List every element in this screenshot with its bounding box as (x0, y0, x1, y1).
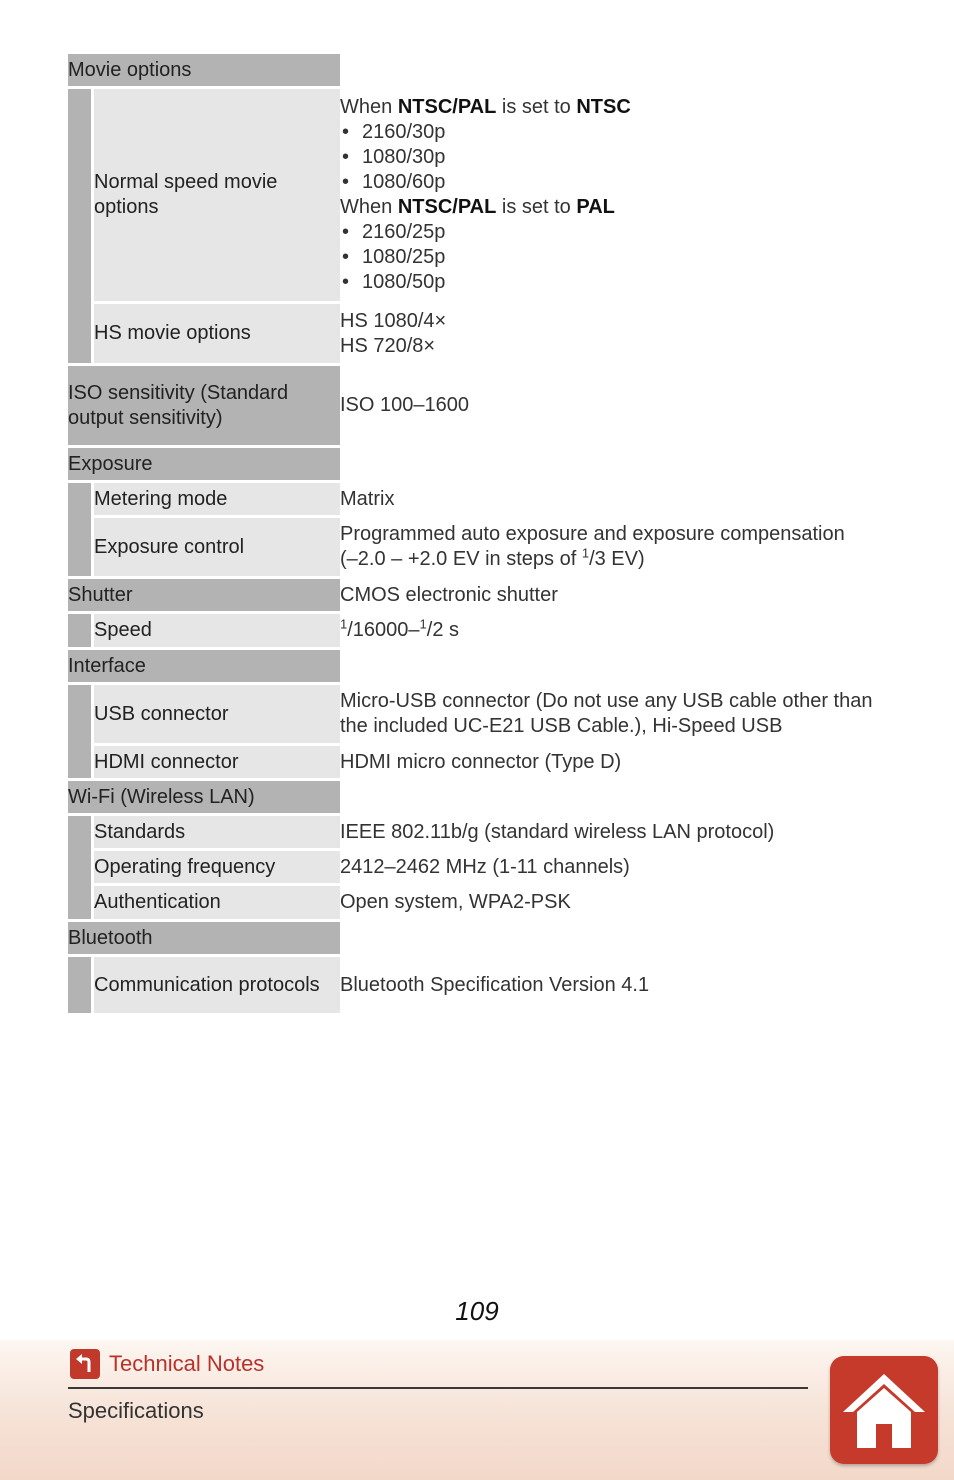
row-exposure-control (68, 518, 888, 579)
row-shutter (68, 579, 888, 614)
group-row-bluetooth (68, 922, 888, 957)
home-button[interactable] (830, 1356, 938, 1464)
list-item: • 1080/60p (340, 170, 888, 195)
list-item: • 1080/50p (340, 270, 888, 295)
label-exposure-control: Exposure control (94, 518, 340, 579)
row-communication (68, 957, 888, 1016)
breadcrumb: Specifications (68, 1398, 204, 1423)
list-item: • 2160/25p (340, 220, 888, 245)
label-frequency: Operating frequency (94, 851, 340, 886)
value-iso: ISO 100–1600 (340, 366, 888, 448)
value-usb: Micro-USB connector (Do not use any USB cable other than the included UC-E21 USB Cable.), Hi-Speed USB (340, 685, 888, 746)
row-standards (68, 816, 888, 851)
pal-condition: When NTSC/PAL is set to PAL (340, 196, 615, 218)
label-hdmi: HDMI connector (94, 746, 340, 781)
list-item: • 2160/30p (340, 120, 888, 145)
value-hdmi: HDMI micro connector (Type D) (340, 746, 888, 781)
label-iso: ISO sensitivity (Standard output sensitivity) (68, 366, 340, 448)
label-usb: USB connector (94, 685, 340, 746)
pal-list (340, 220, 888, 295)
group-row-movie-options (68, 54, 888, 89)
row-metering (68, 483, 888, 518)
row-hs-movie (68, 304, 888, 366)
value-standards: IEEE 802.11b/g (standard wireless LAN protocol) (340, 816, 888, 851)
value-exposure-control: Programmed auto exposure and exposure compensation (–2.0 – +2.0 EV in steps of $^1$/3 EV) (340, 518, 888, 579)
return-arrow-icon (70, 1349, 100, 1379)
label-normal-speed-movie: Normal speed movie options (94, 89, 340, 304)
group-row-wifi (68, 781, 888, 816)
ntsc-condition: When NTSC/PAL is set to NTSC (340, 96, 631, 118)
ntsc-list (340, 120, 888, 195)
row-hdmi (68, 746, 888, 781)
footer-divider (68, 1387, 808, 1389)
group-label-bluetooth: Bluetooth (68, 922, 340, 957)
group-row-interface (68, 650, 888, 685)
group-label-wifi: Wi-Fi (Wireless LAN) (68, 781, 340, 816)
group-row-exposure (68, 448, 888, 483)
value-communication: Bluetooth Specification Version 4.1 (340, 957, 888, 1016)
label-authentication: Authentication (94, 886, 340, 922)
row-usb (68, 685, 888, 746)
group-label-interface: Interface (68, 650, 340, 685)
label-hs-movie: HS movie options (94, 304, 340, 366)
label-speed: Speed (94, 614, 340, 650)
home-icon (839, 1368, 929, 1452)
list-item: • 1080/30p (340, 145, 888, 170)
label-communication: Communication protocols (94, 957, 340, 1016)
row-frequency (68, 851, 888, 886)
label-shutter: Shutter (68, 579, 340, 614)
row-iso (68, 366, 888, 448)
value-speed: $^1$/16000–$^1$/2 s (340, 614, 888, 650)
label-standards: Standards (94, 816, 340, 851)
value-metering: Matrix (340, 483, 888, 518)
value-hs-movie: HS 1080/4× HS 720/8× (340, 304, 888, 366)
row-authentication (68, 886, 888, 922)
value-authentication: Open system, WPA2-PSK (340, 886, 888, 922)
label-metering: Metering mode (94, 483, 340, 518)
specifications-table (68, 54, 888, 1016)
technical-notes-link[interactable] (70, 1349, 264, 1379)
list-item: • 1080/25p (340, 245, 888, 270)
value-shutter: CMOS electronic shutter (340, 579, 888, 614)
technical-notes-label: Technical Notes (109, 1351, 265, 1376)
value-normal-speed-movie (340, 89, 888, 304)
row-normal-speed-movie (68, 89, 888, 304)
group-label-movie-options: Movie options (68, 54, 340, 89)
page-number: 109 (455, 1296, 499, 1326)
row-speed (68, 614, 888, 650)
group-label-exposure: Exposure (68, 448, 340, 483)
value-frequency: 2412–2462 MHz (1-11 channels) (340, 851, 888, 886)
